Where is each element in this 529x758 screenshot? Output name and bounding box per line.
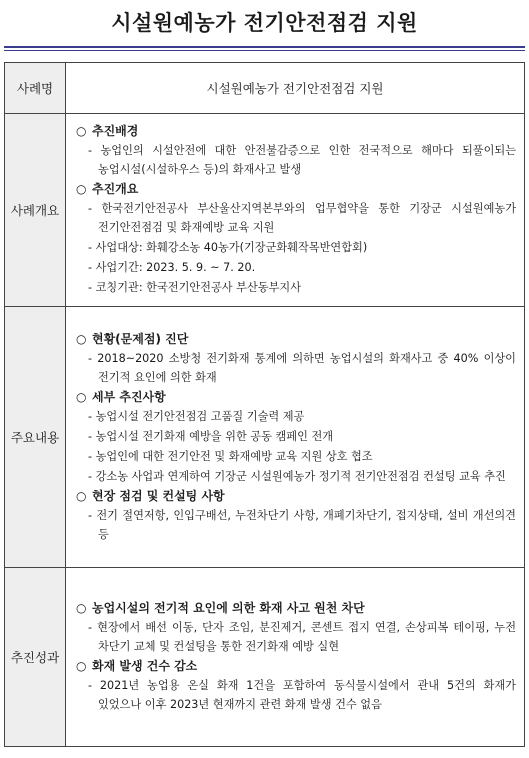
case-name-value: 시설원예농가 전기안전점검 지원 xyxy=(66,63,525,114)
section-heading: ○ 세부 추진사항 xyxy=(76,388,516,407)
details-row xyxy=(5,307,525,568)
list-item: - 2018~2020 소방청 전기화재 통계에 의하면 농업시설의 화재사고 중 40% 이상이 전기적 요인에 의한 화재 xyxy=(88,351,516,384)
list-item: - 농업인에 대한 전기안전 및 화재예방 교육 지원 상호 협조 xyxy=(88,449,373,463)
header-row xyxy=(5,63,525,114)
list-item: - 강소농 사업과 연계하여 기장군 시설원예농가 정기적 전기안전점검 컨설팅 교육 추진 xyxy=(88,469,506,483)
title-underline-bottom xyxy=(4,50,525,51)
circle-bullet-icon: ○ xyxy=(76,182,87,196)
list-item: - 농업시설 전기안전점검 고품질 기술력 제공 xyxy=(88,409,305,423)
row-label-overview: 사례개요 xyxy=(5,114,66,307)
list-item: - 사업기간: 2023. 5. 9. ~ 7. 20. xyxy=(88,261,256,274)
list-item: - 농업시설 전기화재 예방을 위한 공동 캠페인 전개 xyxy=(88,429,334,443)
case-table xyxy=(4,62,525,747)
section-heading: ○ 추진배경 xyxy=(76,122,516,141)
overview-content xyxy=(66,114,525,307)
section-heading: ○ 농업시설의 전기적 요인에 의한 화재 사고 원천 차단 xyxy=(76,599,516,618)
row-label-details: 주요내용 xyxy=(5,307,66,568)
section-heading: ○ 현장 점검 및 컨설팅 사항 xyxy=(76,487,516,506)
list-item: - 사업대상: 화훼강소농 40농가(기장군화훼작목반연합회) xyxy=(88,241,368,254)
row-label-results: 추진성과 xyxy=(5,568,66,747)
section-heading: ○ 현황(문제점) 진단 xyxy=(76,330,516,349)
list-item: - 전기 절연저항, 인입구배선, 누전차단기 사항, 개폐기차단기, 접지상태, 설비 개선의견 등 xyxy=(88,508,516,541)
details-content xyxy=(66,307,525,568)
list-item: - 현장에서 배선 이동, 단자 조임, 분진제거, 콘센트 접지 연결, 손상피복 테이핑, 누전 차단기 교체 및 컨설팅을 통한 전기화재 예방 실현 xyxy=(88,621,517,653)
circle-bullet-icon: ○ xyxy=(76,659,87,673)
results-row xyxy=(5,568,525,747)
circle-bullet-icon: ○ xyxy=(76,488,87,503)
section-heading: ○ 화재 발생 건수 감소 xyxy=(76,657,516,676)
row-label-case-name: 사례명 xyxy=(5,63,66,114)
page-title: 시설원예농가 전기안전점검 지원 xyxy=(111,11,418,35)
list-item: - 농업인의 시설안전에 대한 안전불감증으로 인한 전국적으로 해마다 되풀이되는 농업시설(시설하우스 등)의 화재사고 발생 xyxy=(88,144,516,176)
overview-row xyxy=(5,114,525,307)
section-heading: ○ 추진개요 xyxy=(76,180,516,199)
list-item: - 한국전기안전공사 부산울산지역본부와의 업무협약을 통한 기장군 시설원예농가 전기안전점검 및 화재예방 교육 지원 xyxy=(88,202,517,234)
title-underline-top xyxy=(4,46,525,48)
circle-bullet-icon: ○ xyxy=(76,124,87,138)
circle-bullet-icon: ○ xyxy=(76,331,87,346)
results-content xyxy=(66,568,525,747)
list-item: - 코칭기관: 한국전기안전공사 부산동부지사 xyxy=(88,281,302,294)
list-item: - 2021년 농업용 온실 화재 1건을 포함하여 동식물시설에서 관내 5건의 화재가 있었으나 이후 2023년 현재까지 관련 화재 발생 건수 없음 xyxy=(88,679,516,711)
circle-bullet-icon: ○ xyxy=(76,389,87,404)
circle-bullet-icon: ○ xyxy=(76,601,87,615)
